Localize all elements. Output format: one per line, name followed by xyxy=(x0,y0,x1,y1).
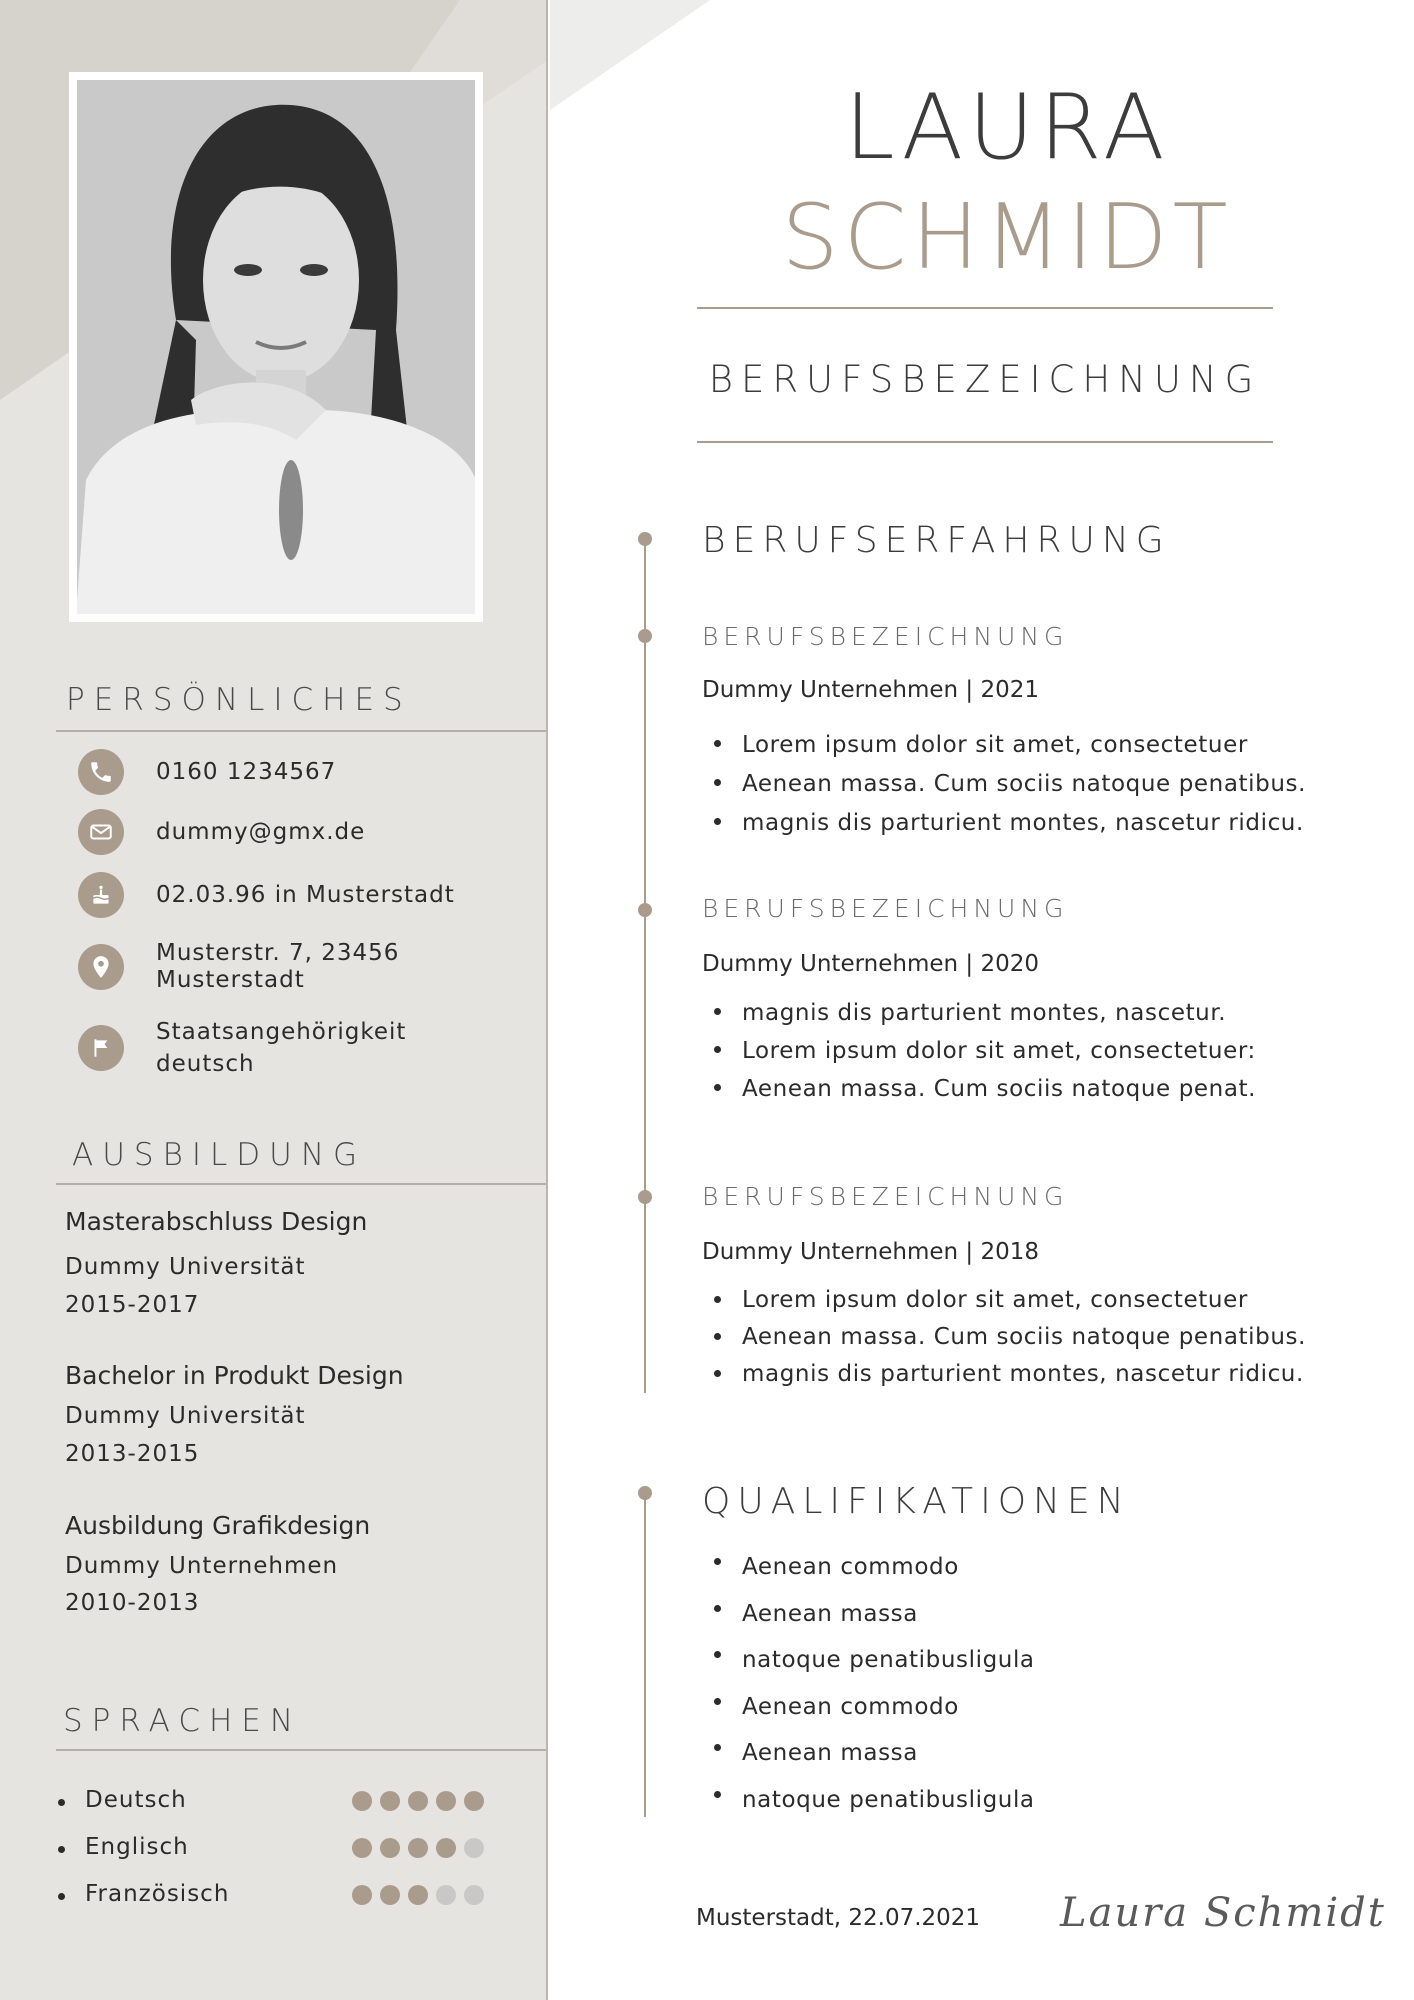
address xyxy=(156,940,399,994)
bullet xyxy=(58,1846,65,1853)
personal-heading: PERSÖNLICHES xyxy=(66,682,412,718)
list-item: Aenean commodo xyxy=(702,1684,1035,1731)
education-1-institution: Dummy Universität xyxy=(65,1254,306,1280)
languages-heading: SPRACHEN xyxy=(63,1703,303,1739)
experience-heading: BERUFSERFAHRUNG xyxy=(702,520,1171,561)
list-item: magnis dis parturient montes, nascetur ridicu. xyxy=(702,1356,1306,1393)
profile-photo-frame xyxy=(69,72,483,622)
list-item: Aenean massa xyxy=(702,1730,1035,1777)
birthday-cake-icon xyxy=(78,872,124,918)
education-heading: AUSBILDUNG xyxy=(72,1137,367,1173)
job-1-company: Dummy Unternehmen | 2021 xyxy=(702,677,1039,703)
timeline-dot xyxy=(638,1486,652,1500)
bullet xyxy=(58,1799,65,1806)
job-2-title: BERUFSBEZEICHNUNG xyxy=(702,894,1069,923)
job-1-title: BERUFSBEZEICHNUNG xyxy=(702,622,1069,651)
contact-nationality xyxy=(78,1016,406,1080)
skill-dot xyxy=(464,1885,484,1905)
list-item: Aenean massa xyxy=(702,1591,1035,1638)
contact-birth xyxy=(78,872,455,918)
last-name: SCHMIDT xyxy=(781,185,1233,290)
skill-dot xyxy=(408,1791,428,1811)
phone-icon xyxy=(78,749,124,795)
contact-phone xyxy=(78,749,336,795)
skill-dot xyxy=(464,1791,484,1811)
language-row xyxy=(58,1881,488,1911)
education-1-years: 2015-2017 xyxy=(65,1292,200,1318)
skill-dot xyxy=(408,1838,428,1858)
education-2-title: Bachelor in Produkt Design xyxy=(65,1361,404,1390)
skill-dot xyxy=(436,1838,456,1858)
address-street: Musterstr. 7, 23456 xyxy=(156,940,400,966)
education-1-title: Masterabschluss Design xyxy=(65,1207,368,1236)
qualifications-heading: QUALIFIKATIONEN xyxy=(702,1481,1131,1522)
nationality xyxy=(156,1016,406,1080)
skill-dot xyxy=(352,1838,372,1858)
location-pin-icon xyxy=(78,944,124,990)
skill-dot xyxy=(380,1838,400,1858)
list-item: Aenean massa. Cum sociis natoque penat. xyxy=(702,1070,1256,1108)
title-bottom-rule xyxy=(697,441,1273,443)
skill-dot xyxy=(408,1885,428,1905)
contact-email xyxy=(78,809,365,855)
qualifications-timeline xyxy=(644,1493,646,1817)
place-date: Musterstadt, 22.07.2021 xyxy=(696,1905,981,1931)
job-3-company: Dummy Unternehmen | 2018 xyxy=(702,1239,1039,1265)
list-item: Lorem ipsum dolor sit amet, consectetuer xyxy=(702,726,1306,765)
job-1-bullets xyxy=(702,726,1306,843)
language-name: Deutsch xyxy=(85,1787,187,1813)
skill-dot xyxy=(380,1791,400,1811)
list-item: magnis dis parturient montes, nascetur ridicu. xyxy=(702,804,1306,843)
job-title: BERUFSBEZEICHNUNG xyxy=(708,358,1262,401)
nationality-label: Staatsangehörigkeit xyxy=(156,1019,407,1045)
education-2-institution: Dummy Universität xyxy=(65,1403,306,1429)
skill-dot xyxy=(352,1885,372,1905)
job-2-company: Dummy Unternehmen | 2020 xyxy=(702,951,1039,977)
education-2-years: 2013-2015 xyxy=(65,1441,200,1467)
sidebar xyxy=(0,0,548,2000)
list-item: Aenean massa. Cum sociis natoque penatibus. xyxy=(702,765,1306,804)
job-2-bullets xyxy=(702,994,1256,1108)
list-item: magnis dis parturient montes, nascetur. xyxy=(702,994,1256,1032)
list-item: Lorem ipsum dolor sit amet, consectetuer xyxy=(702,1282,1306,1319)
qualifications-list xyxy=(702,1544,1035,1823)
job-3-title: BERUFSBEZEICHNUNG xyxy=(702,1182,1069,1211)
skill-dot xyxy=(380,1885,400,1905)
address-city: Musterstadt xyxy=(156,967,305,993)
language-row xyxy=(58,1834,488,1864)
language-level-dots xyxy=(352,1838,492,1858)
email-address: dummy@gmx.de xyxy=(156,818,366,845)
timeline-dot xyxy=(638,629,652,643)
first-name: LAURA xyxy=(844,75,1170,180)
list-item: Aenean commodo xyxy=(702,1544,1035,1591)
list-item: natoque penatibusligula xyxy=(702,1637,1035,1684)
personal-divider xyxy=(56,730,548,732)
contact-address xyxy=(78,940,399,994)
education-divider xyxy=(56,1183,548,1185)
signature: Laura Schmidt xyxy=(1060,1890,1386,1936)
bullet xyxy=(58,1893,65,1900)
list-item: Lorem ipsum dolor sit amet, consectetuer: xyxy=(702,1032,1256,1070)
language-row xyxy=(58,1787,488,1817)
language-name: Englisch xyxy=(85,1834,189,1860)
birth-date-place: 02.03.96 in Musterstadt xyxy=(156,881,455,908)
skill-dot xyxy=(352,1791,372,1811)
timeline-dot xyxy=(638,532,652,546)
language-level-dots xyxy=(352,1885,492,1905)
skill-dot xyxy=(436,1791,456,1811)
skill-dot xyxy=(464,1838,484,1858)
language-name: Französisch xyxy=(85,1881,230,1907)
flag-icon xyxy=(78,1025,124,1071)
timeline-dot xyxy=(638,903,652,917)
job-3-bullets xyxy=(702,1282,1306,1393)
skill-dot xyxy=(436,1885,456,1905)
education-3-title: Ausbildung Grafikdesign xyxy=(65,1511,371,1540)
language-level-dots xyxy=(352,1791,492,1811)
timeline-dot xyxy=(638,1190,652,1204)
languages-divider xyxy=(56,1749,548,1751)
nationality-value: deutsch xyxy=(156,1051,255,1077)
mail-icon xyxy=(78,809,124,855)
education-3-institution: Dummy Unternehmen xyxy=(65,1553,339,1579)
profile-photo xyxy=(77,80,475,614)
title-top-rule xyxy=(697,307,1273,309)
experience-timeline xyxy=(644,540,646,1393)
list-item: natoque penatibusligula xyxy=(702,1777,1035,1824)
phone-number: 0160 1234567 xyxy=(156,758,337,785)
education-3-years: 2010-2013 xyxy=(65,1590,200,1616)
list-item: Aenean massa. Cum sociis natoque penatibus. xyxy=(702,1319,1306,1356)
